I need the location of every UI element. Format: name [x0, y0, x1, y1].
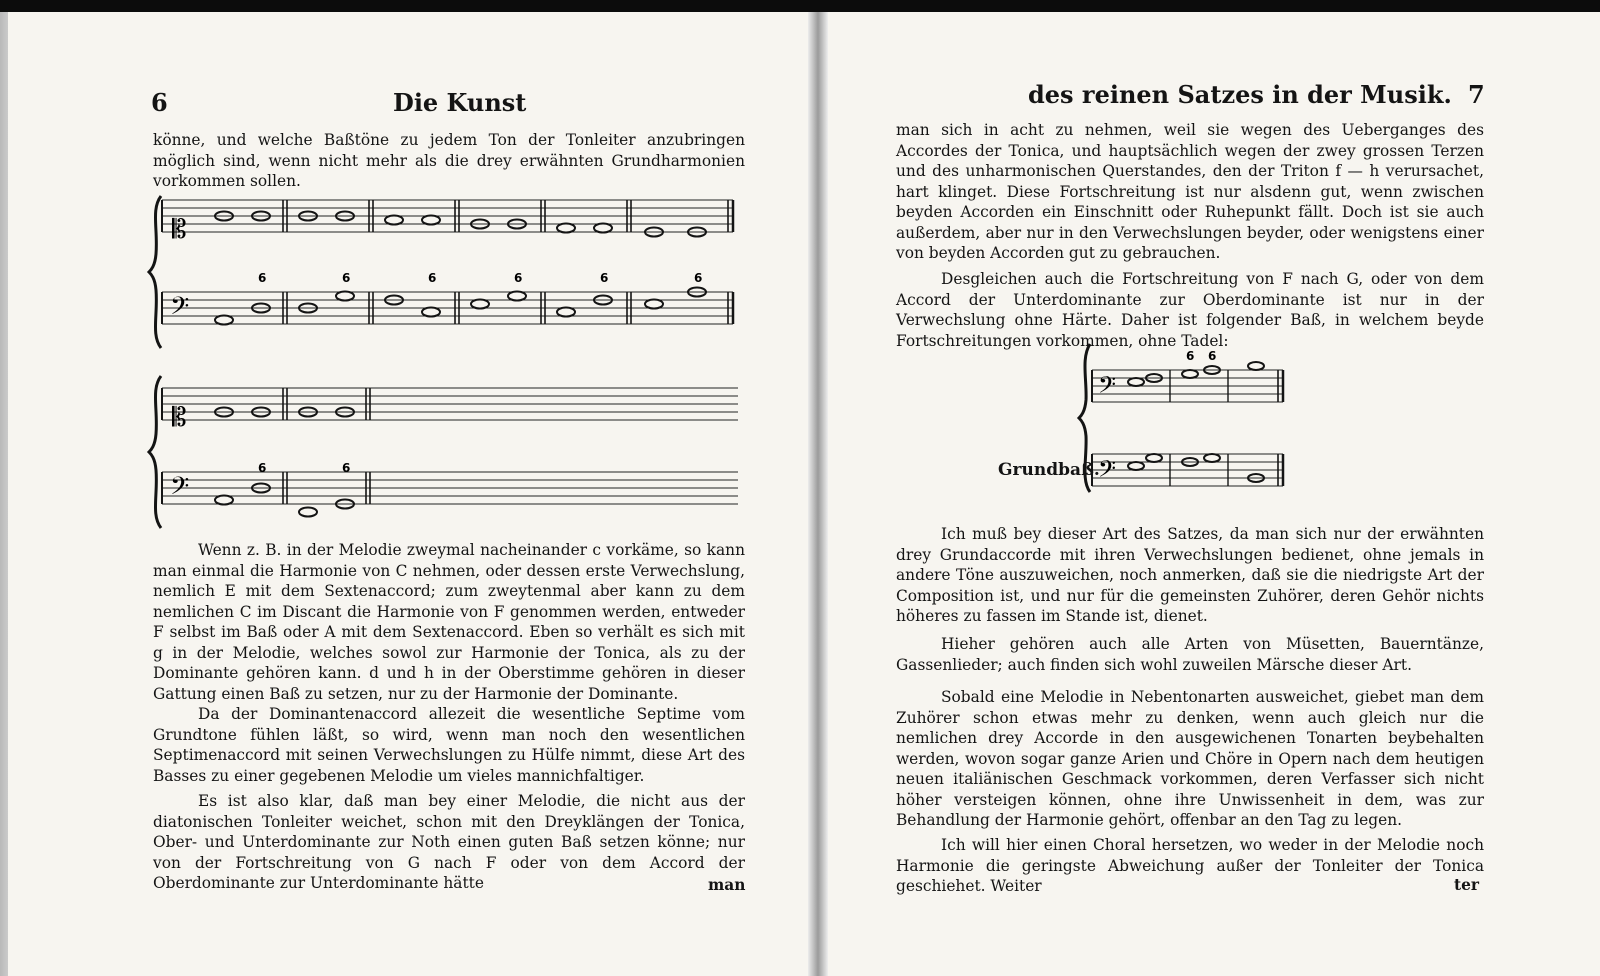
paragraph: Desgleichen auch die Fortschreitung von F nach G, oder von dem Accord der Unterdominante zur Oberdominante ist nur in der Verwechslung ohne Härte. Daher ist folgender Baß, in welchem beyde Fortschreitungen vorkommen, ohne Tadel: — [896, 270, 1484, 350]
figured-bass-label: 6 — [428, 271, 437, 285]
bass-notes — [215, 288, 706, 325]
c-clef-icon: 𝄡 — [172, 215, 187, 245]
paragraph: Sobald eine Melodie in Nebentonarten ausweichet, giebet man dem Zuhörer schon etwas mehr zu denken, wenn auch gleich nur die nemlichen drey Accorde in den ausgewichenen Tonarten beybehalten werden, wovon sogar ganze Arien und Chöre in Opern nach dem heutigen neuen italiänischen Geschmack vorkommen, deren Verfasser sich nicht höher versteigen können, ohne ihre Unwissenheit in dem, was zur Behandlung der Harmonie gehört, offenbar an den Tag zu legen. — [896, 688, 1484, 829]
bass-clef-icon: 𝄢 — [1098, 371, 1117, 404]
figured-bass-label: 6 — [258, 461, 267, 475]
figured-bass-label: 6 — [1208, 349, 1217, 363]
bass-clef-icon: 𝄢 — [170, 292, 190, 327]
left-page — [8, 12, 808, 976]
bass-clef-icon: 𝄢 — [1098, 455, 1117, 488]
intro-text: könne, und welche Baßtöne zu jedem Ton der Tonleiter anzubringen möglich sind, wenn nicht mehr als die drey erwähnten Grundharmonien vorkommen sollen. — [153, 131, 745, 190]
bass-staff — [162, 472, 738, 504]
paragraph: Es ist also klar, daß man bey einer Melodie, die nicht aus der diatonischen Tonleiter weichet, schon mit den Dreyklängen der Tonica, Ober- und Unterdominante zur Noth einen guten Baß setzen könne; nur von der Fortschreitung von G nach F oder von dem Accord der Oberdominante zur Unterdominante hätte — [153, 792, 745, 892]
brace — [149, 376, 161, 528]
paragraph: man sich in acht zu nehmen, weil sie wegen des Ueberganges des Accordes der Tonica, und hauptsächlich wegen der zwey grossen Terzen und des unharmonischen Querstandes, den der Triton f — h verursachet, hart klinget. Diese Fortschreitung ist nur alsdenn gut, wenn zwischen beyden Accorden ein Einschnitt oder Ruhepunkt fällt. Doch ist sie auch außerdem, aber nur in den Verwechslungen beyder, oder wenigstens einer von beyden Accorden gut zu gebrauchen. — [896, 121, 1484, 262]
figured-bass-label: 6 — [342, 271, 351, 285]
bass-staff — [1092, 370, 1283, 402]
book-gutter — [808, 12, 828, 976]
figured-bass-label: 6 — [600, 271, 609, 285]
treble-staff — [162, 200, 733, 232]
figured-bass-label: 6 — [258, 271, 267, 285]
paragraph: Da der Dominantenaccord allezeit die wesentliche Septime vom Grundtone fühlen läßt, so wird, wenn man noch den wesentlichen Septimenaccord mit seinen Verwechslungen zu Hülfe nimmt, diese Art des Basses zu einer gegebenen Melodie um vieles mannichfaltiger. — [153, 705, 745, 785]
paragraph: Wenn z. B. in der Melodie zweymal nacheinander c vorkäme, so kann man einmal die Harmonie von C nehmen, oder dessen erste Verwechslung, nemlich E mit dem Sextenaccord; zum zweytenmal aber kann zu dem nemlichen C im Discant die Harmonie von F genommen werden, entweder F selbst im Baß oder A mit dem Sextenaccord. Eben so verhält es sich mit g in der Melodie, welches sowol zur Harmonie der Tonica, als zu der Dominante gehören kann. d und h in der Oberstimme gehören in dieser Gattung einen Baß zu setzen, nur zu der Harmonie der Dominante. — [153, 541, 745, 703]
figured-bass-label: 6 — [514, 271, 523, 285]
paragraph: Ich muß bey dieser Art des Satzes, da man sich nur der erwähnten drey Grundaccorde mit ihren Verwechslungen bedienet, ohne jemals in andere Töne auszuweichen, noch anmerken, daß sie die niedrigste Art der Composition ist, und nur für die gemeinsten Zuhörer, deren Gehör nichts höheres zu fassen im Stande ist, dienet. — [896, 525, 1484, 625]
running-head: des reinen Satzes in der Musik. — [1028, 80, 1452, 109]
music-example-1 — [148, 184, 748, 524]
page-number: 7 — [1468, 80, 1485, 109]
figured-bass-label: 6 — [342, 461, 351, 475]
bass-clef-icon: 𝄢 — [170, 472, 190, 507]
music-example-2 — [1078, 340, 1298, 510]
paragraph: Ich will hier einen Choral hersetzen, wo weder in der Melodie noch Harmonie die geringste Abweichung außer der Tonleiter der Tonica geschiehet. Weiter — [896, 836, 1484, 895]
page-number: 6 — [151, 88, 168, 117]
bass-notes — [1128, 362, 1264, 386]
right-page — [828, 12, 1600, 976]
c-clef-icon: 𝄡 — [172, 403, 187, 433]
catchword: ter — [1454, 876, 1480, 894]
paragraph: Hieher gehören auch alle Arten von Müsetten, Bauerntänze, Gassenlieder; auch finden sich wohl zuweilen Märsche dieser Art. — [896, 635, 1484, 674]
grundbass-label: Grundbaß. — [998, 460, 1100, 480]
treble-staff — [162, 388, 738, 420]
figured-bass-label: 6 — [694, 271, 703, 285]
running-head: Die Kunst — [393, 88, 527, 117]
catchword: man — [708, 876, 746, 894]
brace — [149, 196, 161, 348]
figured-bass-label: 6 — [1186, 349, 1195, 363]
